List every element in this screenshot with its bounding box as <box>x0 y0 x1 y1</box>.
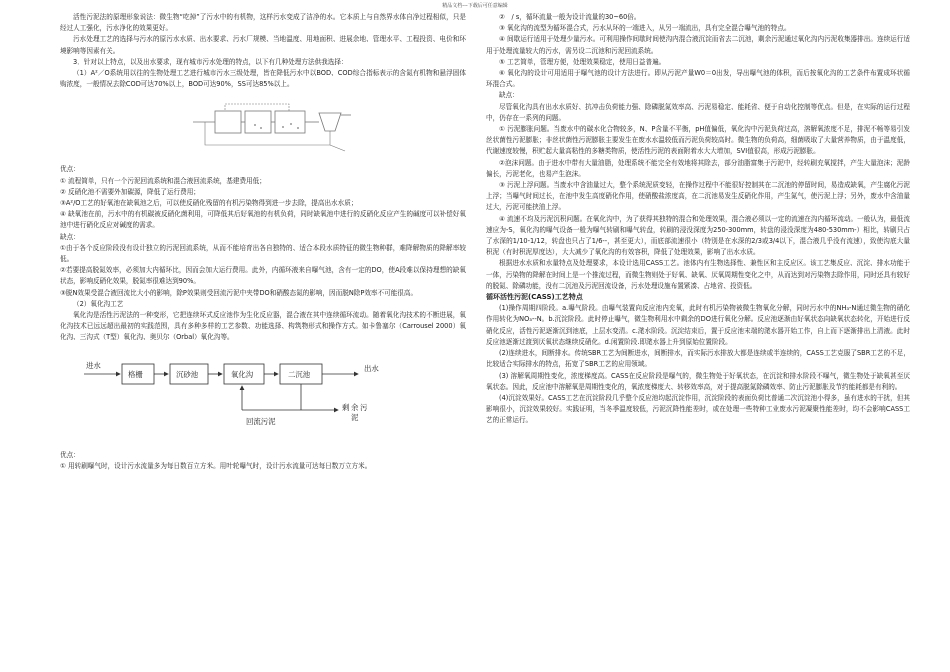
oxidation-ditch-flowchart <box>60 348 466 446</box>
list-item: ② 反硝化池不需要外加碳源，降低了运行费用； <box>60 187 200 196</box>
advantages-title: 优点： <box>60 165 80 174</box>
paragraph: （1）A²／O系统用以往的生物处理工艺进行城市污水三级处理，皆在降低污水中以BOD、COD综合指标表示的含氮有机物和悬浮固体购浓度，一般情况去除COD可达70%以上，BOD可达90%，SS可达85%以上。 <box>60 69 466 89</box>
flow-label-return: 回流污泥 <box>246 416 276 426</box>
a2o-process-diagram <box>185 95 355 159</box>
paragraph: ④ 流速不均及污泥沉积问题。在氧化沟中，为了获得其独特的混合和处理效果，混合液必须以一定的流速在沟内循环流动。一般认为，最低流速应为-S，氧化沟的曝气设备一般为曝气转刷和曝气转盘，转刷的浸没深度为250-300mm，转盘的浸没深度为480-530mm-）相比，转刷只占了水深的1/10-1/12，转盘也只占了1/6--，甚至更大），而底部流速很小（特别是在水深的2/3或3/4以下，混合液几乎没有流速），致使沟底大量积泥（有时积泥厚度达），大大减少了氧化沟的有效容积，降低了处理效果，影响了出水水质。 <box>486 214 910 257</box>
paragraph: ② / s，循环流量一般为设计流量的30~60倍。 <box>499 13 641 21</box>
advantages-title: 优点： <box>60 450 80 459</box>
paragraph: (4)沉淀效果好。CASS工艺在沉淀阶段几乎整个反应池均起沉淀作用，沉淀阶段的表面负荷比普通二次沉淀池小得多，虽有进水的干扰，但其影响很小，沉淀效果较好。实践证明，当冬季温度较低，污泥沉降性能差时，或在处理一些特种工业废水污泥凝聚性能差时，均不会影响CASS工艺的正常运行。 <box>486 393 910 425</box>
paragraph: 尽管氧化沟具有出水水质好、抗冲击负荷能力强、除磷脱氮效率高、污泥易稳定、能耗省、便于自动化控制等优点。但是，在实际的运行过程中，仍存在一系列的问题。 <box>486 102 910 122</box>
paragraph: 氧化沟是活性污泥法的一种变形，它把连续环式反应池作为生化反应器，混合液在其中连续循环流动。随着氧化沟技术的不断进展，氧化沟技术已远远超出最初的实践范围，具有多种多样的工艺参数、功能选择、构筑物形式和操作方式。如卡鲁塞尔（Carrousel 2000）氧化沟、三沟式（T型）氧化沟、奥贝尔（Orbal）氧化沟等。 <box>60 311 466 342</box>
paragraph: ②泡沫问题。由于进水中带有大量油脂，处理系统不能完全有效地将其除去，部分油脂富集于污泥中，经转刷充氧搅拌，产生大量泡沫；泥龄偏长，污泥老化，也易产生泡沫。 <box>486 158 910 178</box>
list-item: ① 流程简单，只有一个污泥回流系统和混合液回流系统，基建费用低； <box>60 176 266 185</box>
paragraph: ④ 间歇运行适用于处理少量污水。可利用操作间歇时间使沟内混合液沉淀而省去二沉池，剩余污泥通过氧化沟内污泥收集器排出。连续运行适用于处理流量较大的污水，需另设二沉池和污泥回流系统。 <box>486 35 910 55</box>
list-item: ①由于各个反应阶段没有设计独立的污泥回流系统，从而不能培育出各自独特的、适合本段水质特征的微生物种群，难降解物质的降解率较低。 <box>60 243 466 264</box>
flow-label-excess-3: 污 <box>360 402 368 412</box>
paragraph: ③ 氧化沟的流型为循环混合式，污水从环的一端进入，从另一端流出，具有完全混合曝气池的特点。 <box>499 24 791 33</box>
paragraph: (2)连续进水，间断排水。传统SBR工艺为间断进水，间断排水，而实际污水排放大都是连续或半连续的，CASS工艺克服了SBR工艺的不足，比较适合实际排水的特点，拓宽了SBR工艺的应用领域。 <box>486 349 910 369</box>
flow-label-grille: 格栅 <box>128 369 143 379</box>
paragraph: ① 污泥膨胀问题。当废水中的碳水化合物较多，N、P含量不平衡，pH值偏低，氧化沟中污泥负荷过高，溶解氧浓度不足，排泥不畅等易引发丝状菌性污泥膨胀；非丝状菌性污泥膨胀主要发生在废水水温较低而污泥负荷较高时。微生物的负荷高，细菌吸取了大量营养物质，由于温度低，代谢速度较慢，积贮起大量高粘性的多糖类物质，使活性污泥的表面附着水大大增加，SVI值很高，形成污泥膨胀。 <box>486 125 910 156</box>
disadvantages-title: 缺点： <box>499 91 519 100</box>
flow-label-excess-1: 剩 <box>342 402 350 412</box>
page-header: 精品文档---下载后可任意编辑 <box>442 3 508 9</box>
list-item: ③A²/O工艺的好氧池在缺氧池之后，可以使反硝化残留的有机污染物得到进一步去除，提高出水水质； <box>60 199 358 208</box>
paragraph: 污水处理工艺的选择与污水的原污水水质、出水要求、污水厂规模、当地温度、用地面积、进展余地、管理水平、工程投资、电价和环境影响等因素有关。 <box>60 35 466 55</box>
paragraph: (3) 溶解氧周期性变化，浓度梯度高。CASS在反应阶段是曝气的，微生物处于好氧状态，在沉淀和排水阶段不曝气，微生物处于缺氧甚至厌氧状态。因此，反应池中溶解氧是周期性变化的，氧浓度梯度大、转移效率高，对于提高脱氮除磷效率、防止污泥膨胀及节约能耗都是有利的。 <box>486 371 910 391</box>
paragraph: ⑥ 氧化沟的设计可用适用于曝气池的设计方法进行。即从污泥产量W0＝0出发，导出曝气池的体积，而后按氧化沟的工艺条件布置成环状循环混合式。 <box>486 69 910 89</box>
paragraph: 根据进水水质和水量特点及处理要求，本设计选用CASS工艺。池体内有生物选择性、兼性区和主反应区。该工艺集反应、沉淀、排水功能于一体，污染物的降解在时间上是一个推流过程，而微生物则处于好氧、缺氧、厌氧周期性变化之中，从而达到对污染物去除作用，同时还具有较好的脱氮、除磷功能，没有二沉池及污泥回流设备，污水处理设施布置紧凑、占地省、投资低。 <box>486 259 910 290</box>
disadvantages-title: 缺点： <box>60 232 80 241</box>
flow-label-excess-4: 泥 <box>351 412 359 422</box>
paragraph: ⑤ 工艺简单，管理方便，处理效果稳定，使用日益普遍。 <box>499 57 666 66</box>
flow-label-oxditch: 氧化沟 <box>231 369 254 379</box>
list-item: ④ 缺氧池在前，污水中的有机碳被反硝化菌利用，可降低其后好氧池的有机负荷，同时缺氧池中进行的反硝化反应产生的碱度可以补偿好氧池中进行硝化反应对碱度的需求。 <box>60 210 466 230</box>
flow-label-grit: 沉砂池 <box>176 369 199 379</box>
section-title: （2）氧化沟工艺 <box>73 299 124 308</box>
flow-label-clarifier: 二沉池 <box>288 369 311 379</box>
paragraph: (1)操作周期四阶段。a.曝气阶段。由曝气装置向反应池内充氧，此时有机污染物被微生物氧化分解，同时污水中的NH₃-N通过微生物的硝化作用转化为NO₃--N。b.沉淀阶段。此时停止曝气，微生物利用水中剩余的DO进行氧化分解。反应池逐渐由好氧状态向缺氧状态转化，开始进行反硝化反应，活性污泥逐渐沉到池底，上层水变清。c.滗水阶段。沉淀结束后，置于反应池末端的滗水器开始工作，自上而下逐渐排出上清液。此时反应池逐渐过渡到厌氧状态继续反硝化。d.闲置阶段.即滗水器上升到原始位置阶段。 <box>486 304 910 346</box>
list-item: ②若要提高脱氮效率，必须加大内循环比，因而会加大运行费用。此外，内循环液来自曝气池，含有一定的DO，使A段难以保持理想的缺氧状态，影响反硝化效果，脱氮率很难达到90%。 <box>60 266 466 286</box>
a2o-process-figure <box>60 93 466 161</box>
flow-label-outlet: 出水 <box>364 363 379 373</box>
paragraph: ③ 污泥上浮问题。当废水中含油量过大，整个系统泥质变轻，在操作过程中不能很好控制其在二沉池的停留时间，易造成缺氧，产生腐化污泥上浮；当曝气时间过长，在池中发生高度硝化作用，使硝酸盐浓度高，在二沉池易发生反硝化作用，产生氮气，使污泥上浮；另外，废水中含油量过大，污泥可能挟油上浮。 <box>486 181 910 212</box>
right-column <box>486 12 910 427</box>
section-title: 循环活性污泥(CASS)工艺特点 <box>486 293 583 302</box>
left-column <box>60 12 466 472</box>
flow-label-inlet: 进水 <box>86 360 101 370</box>
flow-label-excess-2: 余 <box>351 402 359 412</box>
paragraph: 3．针对以上特点，以及出水要求，现有城市污水处理的特点，以下有几种处理方法供我选择： <box>73 57 348 66</box>
list-item: ③脱N效果受混合液回流比大小的影响，除P效果则受回流污泥中夹带DO和硝酸态氮的影响，因而脱N除P效率不可能很高。 <box>60 288 418 297</box>
paragraph: 活性污泥法的原理形象说法：微生物“吃掉”了污水中的有机物，这样污水变成了洁净的水。它本质上与自然界水体自净过程相似，只是经过人工强化，污水净化的效果更好。 <box>60 13 466 33</box>
list-item: ① 用转刷曝气时，设计污水流量多为每日数百立方米。用叶轮曝气时，设计污水流量可达每日数万立方米。 <box>60 461 372 470</box>
